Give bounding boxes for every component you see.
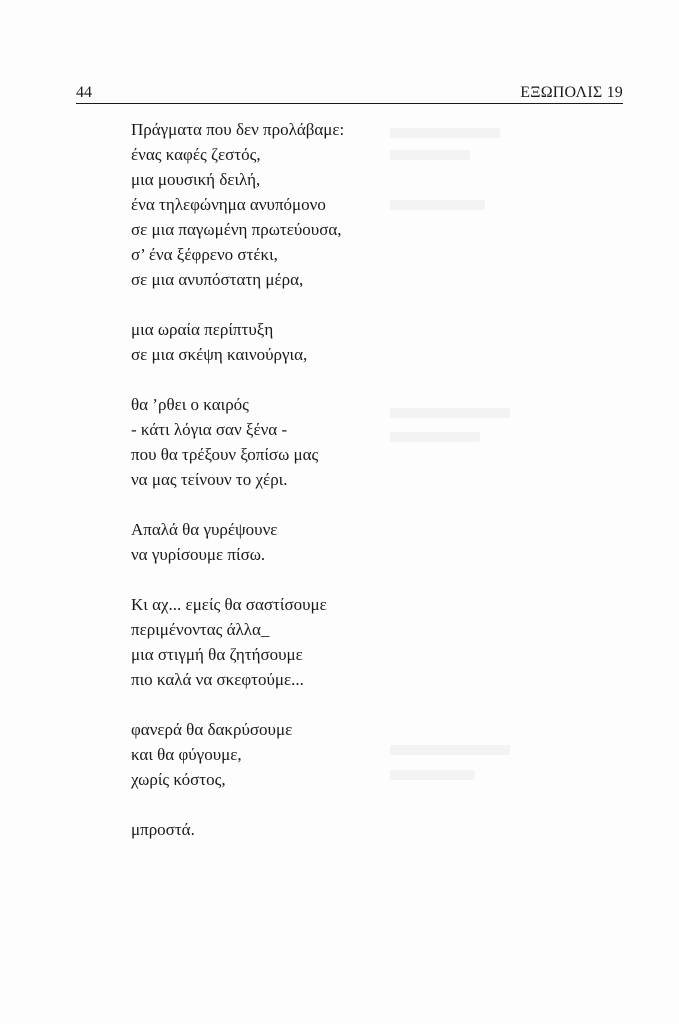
running-title: ΕΞΩΠΟΛΙΣ 19 bbox=[520, 84, 623, 101]
poem-line: σε μια σκέψη καινούργια, bbox=[131, 345, 308, 364]
poem-line: θα ’ρθει ο καιρός bbox=[131, 395, 249, 414]
stanza bbox=[131, 592, 551, 692]
poem-line: μια στιγμή θα ζητήσουμε bbox=[131, 645, 303, 664]
poem-line: ένας καφές ζεστός, bbox=[131, 145, 261, 164]
poem-line: ένα τηλεφώνημα ανυπόμονο bbox=[131, 195, 326, 214]
stanza bbox=[131, 317, 551, 367]
page-header bbox=[76, 83, 623, 105]
poem-line: σ’ ένα ξέφρενο στέκι, bbox=[131, 245, 278, 264]
page-number: 44 bbox=[76, 84, 92, 101]
poem-line: μπροστά. bbox=[131, 820, 195, 839]
stanza bbox=[131, 817, 551, 842]
poem-line: σε μια παγωμένη πρωτεύουσα, bbox=[131, 220, 342, 239]
poem-line: χωρίς κόστος, bbox=[131, 770, 226, 789]
poem-line: Πράγματα που δεν προλάβαμε: bbox=[131, 120, 345, 139]
poem-line: να γυρίσουμε πίσω. bbox=[131, 545, 266, 564]
header-rule bbox=[76, 103, 623, 104]
poem bbox=[131, 117, 551, 867]
poem-line: σε μια ανυπόστατη μέρα, bbox=[131, 270, 304, 289]
stanza bbox=[131, 517, 551, 567]
poem-line: - κάτι λόγια σαν ξένα - bbox=[131, 420, 288, 439]
poem-line: να μας τείνουν το χέρι. bbox=[131, 470, 288, 489]
poem-line: Απαλά θα γυρέψουνε bbox=[131, 520, 278, 539]
poem-line: πιο καλά να σκεφτούμε... bbox=[131, 670, 304, 689]
stanza bbox=[131, 717, 551, 792]
poem-line: μια ωραία περίπτυξη bbox=[131, 320, 274, 339]
stanza bbox=[131, 117, 551, 292]
poem-line: Κι αχ... εμείς θα σαστίσουμε bbox=[131, 595, 327, 614]
poem-line: και θα φύγουμε, bbox=[131, 745, 242, 764]
poem-line: φανερά θα δακρύσουμε bbox=[131, 720, 293, 739]
poem-line: μια μουσική δειλή, bbox=[131, 170, 261, 189]
poem-line: που θα τρέξουν ξοπίσω μας bbox=[131, 445, 319, 464]
poem-line: περιμένοντας άλλα_ bbox=[131, 620, 270, 639]
stanza bbox=[131, 392, 551, 492]
